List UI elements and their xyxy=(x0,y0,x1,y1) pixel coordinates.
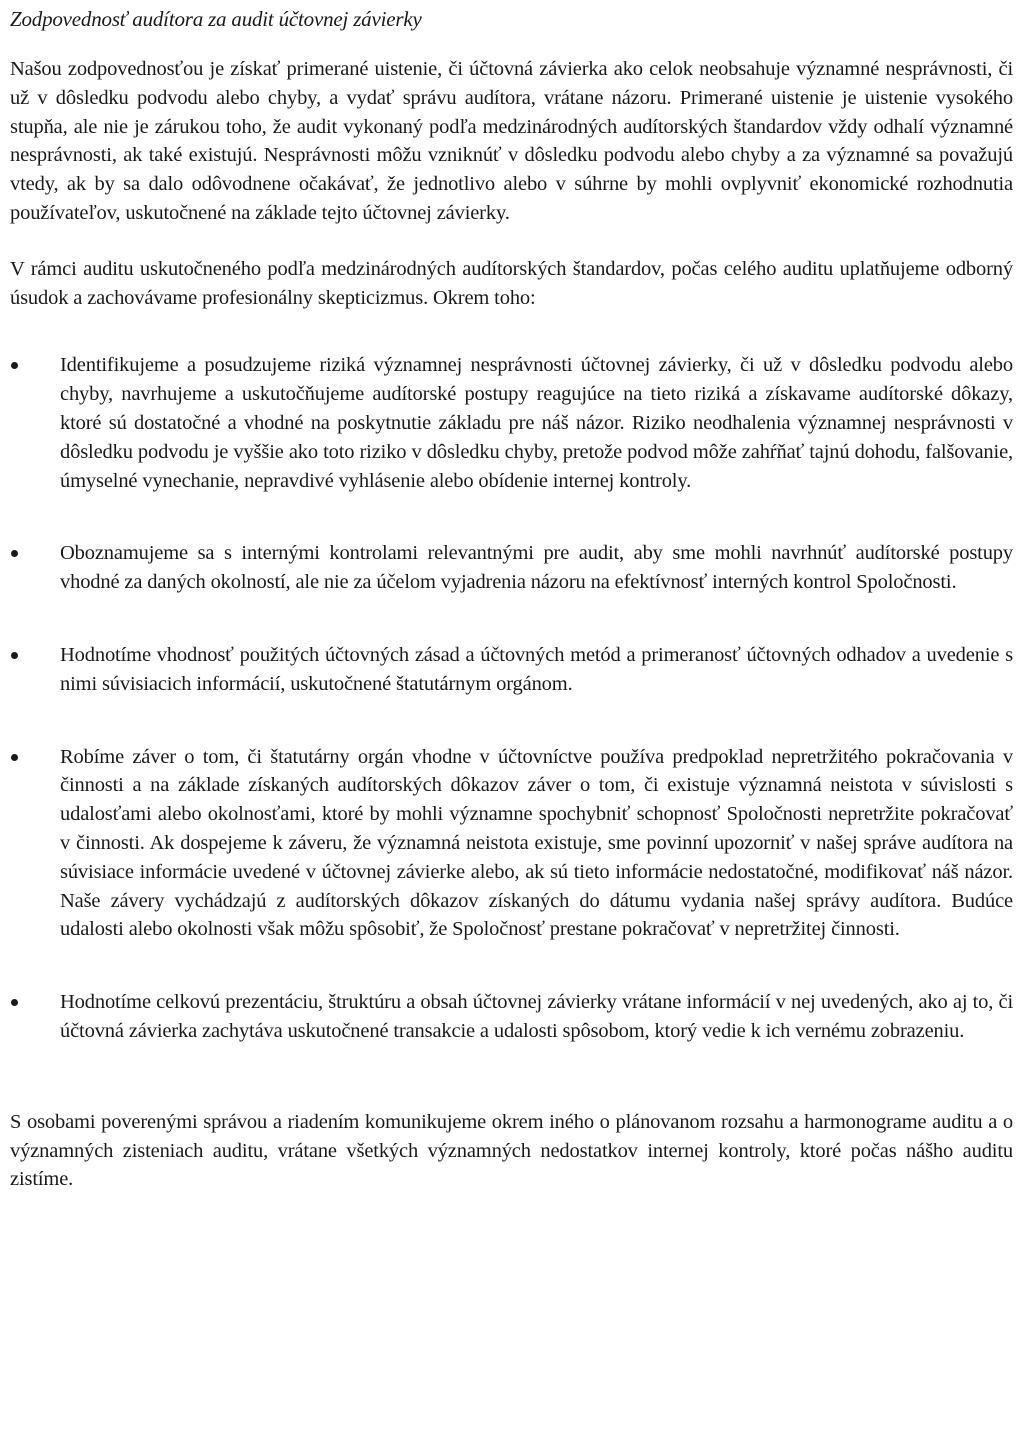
list-item xyxy=(10,641,1013,699)
list-item xyxy=(10,351,1013,495)
list-item xyxy=(10,988,1013,1046)
list-item xyxy=(10,743,1013,945)
list-item-text: Robíme záver o tom, či štatutárny orgán vhodne v účtovníctve používa predpoklad nepretržitého pokračovania v činnosti a na základe získaných audítorských dôkazov záver o tom, či existuje významná neistota v súvislosti s udalosťami alebo okolnosťami, ktoré by mohli významne spochybniť schopnosť Spoločnosti nepretržite pokračovať v činnosti. Ak dospejeme k záveru, že významná neistota existuje, sme povinní upozorniť v našej správe audítora na súvisiace informácie uvedené v účtovnej závierke alebo, ak sú tieto informácie nedostatočné, modifikovať náš názor. Naše závery vychádzajú z audítorských dôkazov získaných do dátumu vydania našej správy audítora. Budúce udalosti alebo okolnosti však môžu spôsobiť, že Spoločnosť prestane pokračovať v nepretržitej činnosti. xyxy=(60,745,1013,941)
bullet-icon xyxy=(11,362,18,369)
bullet-icon xyxy=(11,550,18,557)
paragraph-communication: S osobami poverenými správou a riadením komunikujeme okrem iného o plánovanom rozsahu a harmonograme auditu a o významných zisteniach auditu, vrátane všetkých významných nedostatkov internej kontroly, ktoré počas nášho auditu zistíme. xyxy=(10,1110,1013,1191)
document-page xyxy=(10,6,1013,1194)
bullet-icon xyxy=(11,652,18,659)
paragraph-professional-judgment: V rámci auditu uskutočneného podľa medzinárodných audítorských štandardov, počas celého auditu uplatňujeme odborný úsudok a zachovávame profesionálny skepticizmus. Okrem toho: xyxy=(10,257,1013,309)
list-item-text: Hodnotíme vhodnosť použitých účtovných zásad a účtovných metód a primeranosť účtovných odhadov a uvedenie s nimi súvisiacich informácií, uskutočnené štatutárnym orgánom. xyxy=(60,643,1013,695)
bullet-icon xyxy=(11,999,18,1006)
section-heading: Zodpovednosť audítora za audit účtovnej závierky xyxy=(10,7,422,31)
procedures-list xyxy=(10,351,1013,1045)
list-item xyxy=(10,539,1013,597)
list-item-text: Hodnotíme celkovú prezentáciu, štruktúru a obsah účtovnej závierky vrátane informácií v nej uvedených, ako aj to, či účtovná závierka zachytáva uskutočnené transakcie a udalosti spôsobom, ktorý vedie k ich vernému zobrazeniu. xyxy=(60,991,1013,1042)
list-item-text: Identifikujeme a posudzujeme riziká významnej nesprávnosti účtovnej závierky, či už v dôsledku podvodu alebo chyby, navrhujeme a uskutočňujeme audítorské postupy reagujúce na tieto riziká a získavame audítorské dôkazy, ktoré sú dostatočné a vhodné na poskytnutie základu pre náš názor. Riziko neodhalenia významnej nesprávnosti v dôsledku podvodu je vyššie ako toto riziko v dôsledku chyby, pretože podvod môže zahŕňať tajnú dohodu, falšovanie, úmyselné vynechanie, nepravdivé vyhlásenie alebo obídenie internej kontroly. xyxy=(60,354,1013,492)
bullet-icon xyxy=(11,754,18,761)
list-item-text: Oboznamujeme sa s internými kontrolami relevantnými pre audit, aby sme mohli navrhnúť audítorské postupy vhodné za daných okolností, ale nie za účelom vyjadrenia názoru na efektívnosť interných kontrol Spoločnosti. xyxy=(60,542,1013,594)
paragraph-auditor-responsibility: Našou zodpovednosťou je získať primerané uistenie, či účtovná závierka ako celok neobsahuje významné nesprávnosti, či už v dôsledku podvodu alebo chyby, a vydať správu audítora, vrátane názoru. Primerané uistenie je uistenie vysokého stupňa, ale nie je zárukou toho, že audit vykonaný podľa medzinárodných audítorských štandardov vždy odhalí významné nesprávnosti, ak také existujú. Nesprávnosti môžu vzniknúť v dôsledku podvodu alebo chyby a za významné sa považujú vtedy, ak by sa dalo odôvodnene očakávať, že jednotlivo alebo v súhrne by mohli ovplyvniť ekonomické rozhodnutia používateľov, uskutočnené na základe tejto účtovnej závierky. xyxy=(10,58,1013,224)
